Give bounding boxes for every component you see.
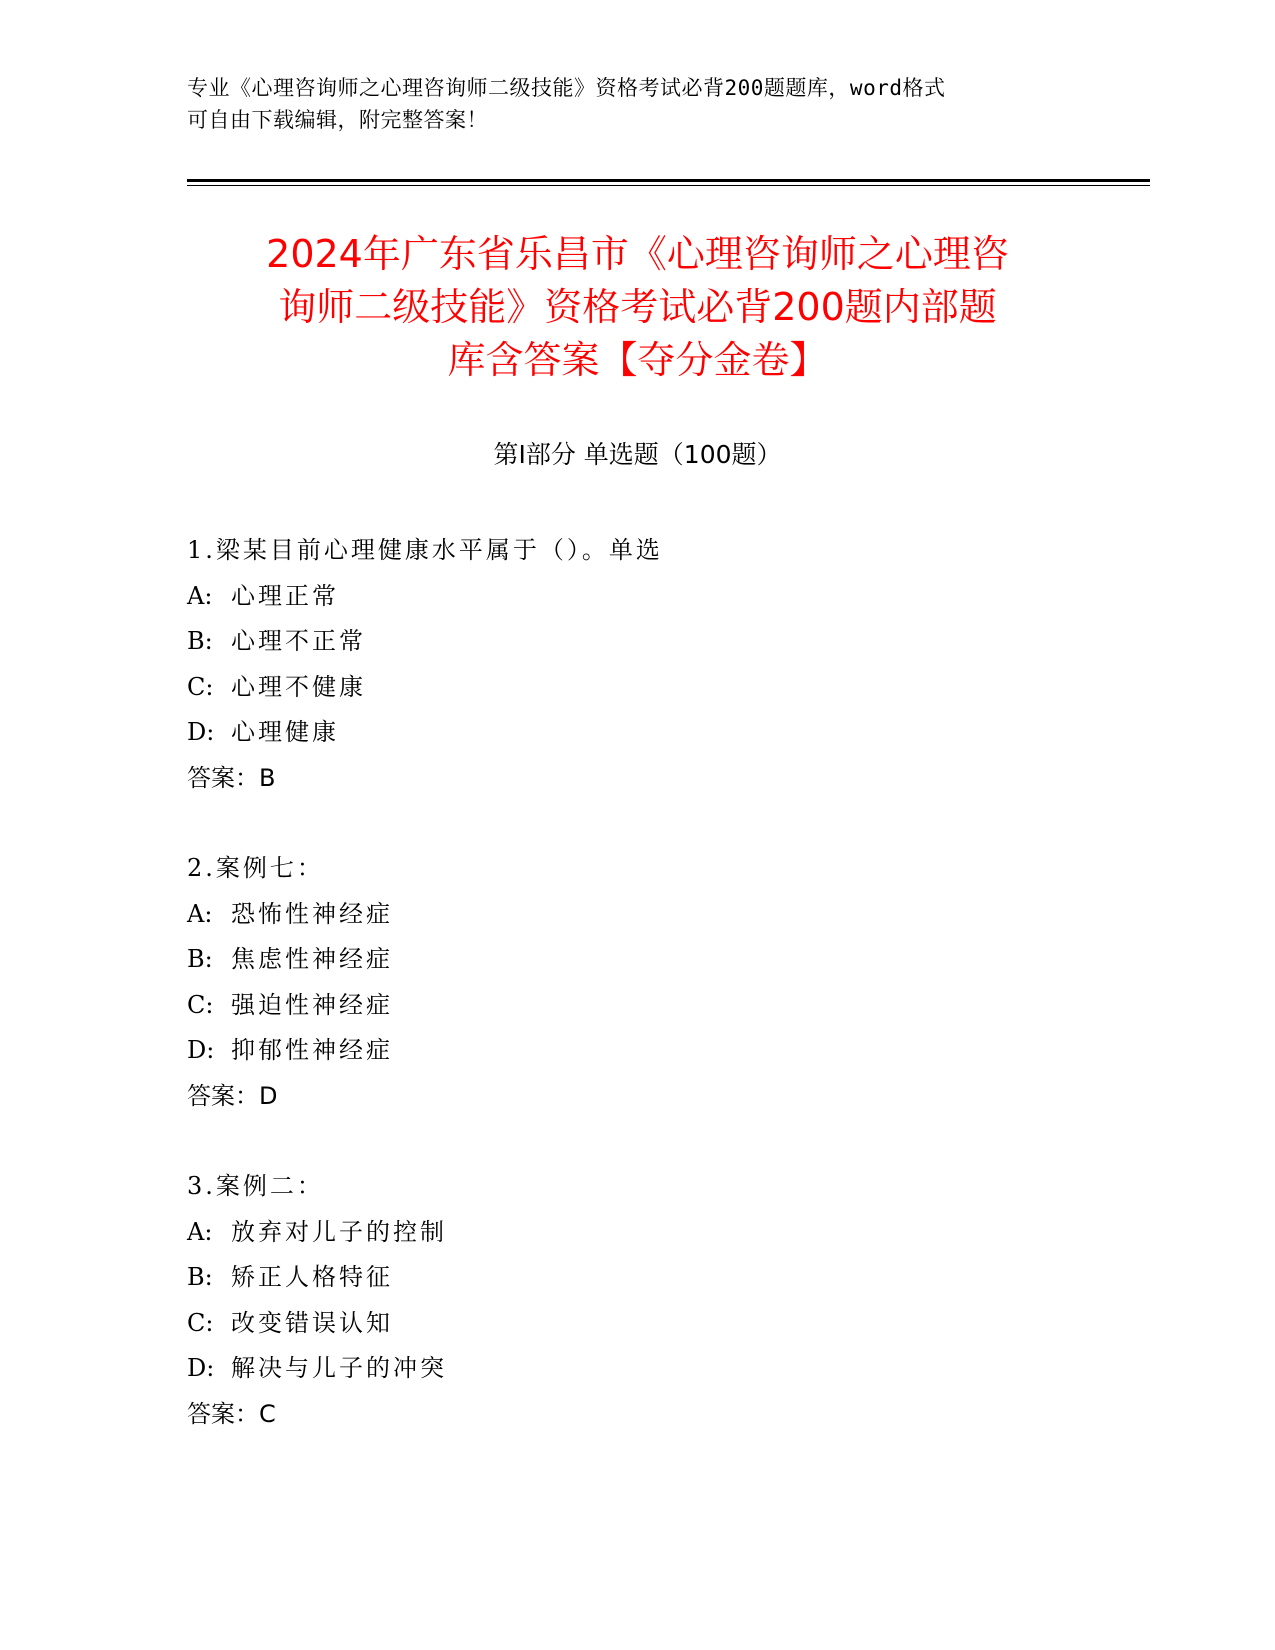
option-a [187, 1210, 1087, 1256]
option-letter: A: [187, 581, 213, 610]
option-text: 焦虑性神经症 [231, 945, 393, 973]
option-a [187, 574, 1087, 620]
answer-line: 答案：B [187, 763, 276, 792]
option-letter: C: [187, 990, 214, 1019]
header-note [187, 72, 1067, 136]
document-title [150, 228, 1125, 387]
option-d [187, 1346, 1087, 1392]
section-heading: 第I部分 单选题（100题） [493, 440, 782, 469]
option-b [187, 937, 1087, 983]
option-letter: D: [187, 1354, 215, 1382]
question-stem: 2.案例七： [187, 854, 324, 882]
option-text: 心理正常 [231, 581, 339, 610]
option-c [187, 983, 1087, 1029]
option-text: 心理不健康 [231, 672, 366, 701]
option-d [187, 1028, 1087, 1074]
answer-line: 答案：D [187, 1081, 278, 1110]
answer-line: 答案：C [187, 1399, 276, 1428]
option-text: 强迫性神经症 [231, 990, 393, 1019]
option-letter: A: [187, 899, 213, 928]
question-item [187, 1164, 1087, 1437]
option-text: 恐怖性神经症 [231, 899, 393, 928]
header-note-line-1: 专业《心理咨询师之心理咨询师二级技能》资格考试必背200题题库，word格式 [187, 76, 946, 100]
document-title-line-2: 询师二级技能》资格考试必背200题内部题 [278, 285, 997, 329]
header-divider-thick [187, 179, 1150, 182]
question-stem: 3.案例二： [187, 1172, 324, 1200]
option-text: 心理健康 [231, 718, 339, 746]
option-letter: B: [187, 627, 213, 655]
option-text: 改变错误认知 [231, 1308, 393, 1337]
document-title-line-3: 库含答案【夺分金卷】 [447, 338, 828, 382]
option-text: 心理不正常 [231, 627, 366, 655]
option-text: 解决与儿子的冲突 [231, 1354, 447, 1382]
option-d [187, 710, 1087, 756]
document-title-line-1: 2024年广东省乐昌市《心理咨询师之心理咨 [266, 232, 1009, 276]
question-item [187, 846, 1087, 1119]
option-text: 放弃对儿子的控制 [231, 1217, 447, 1246]
option-letter: B: [187, 1263, 213, 1291]
option-letter: D: [187, 718, 215, 746]
option-letter: B: [187, 945, 213, 973]
option-b [187, 1255, 1087, 1301]
question-stem: 1.梁某目前心理健康水平属于（）。单选 [187, 536, 663, 564]
option-letter: D: [187, 1036, 215, 1064]
option-letter: C: [187, 672, 214, 701]
option-b [187, 619, 1087, 665]
option-letter: C: [187, 1308, 214, 1337]
option-a [187, 892, 1087, 938]
option-text: 矫正人格特征 [231, 1263, 393, 1291]
question-item [187, 528, 1087, 801]
option-letter: A: [187, 1217, 213, 1246]
option-c [187, 1301, 1087, 1347]
option-text: 抑郁性神经症 [231, 1036, 393, 1064]
question-list [187, 528, 1087, 1482]
header-divider-thin [187, 185, 1150, 186]
header-note-line-2: 可自由下载编辑，附完整答案！ [187, 108, 488, 132]
option-c [187, 665, 1087, 711]
